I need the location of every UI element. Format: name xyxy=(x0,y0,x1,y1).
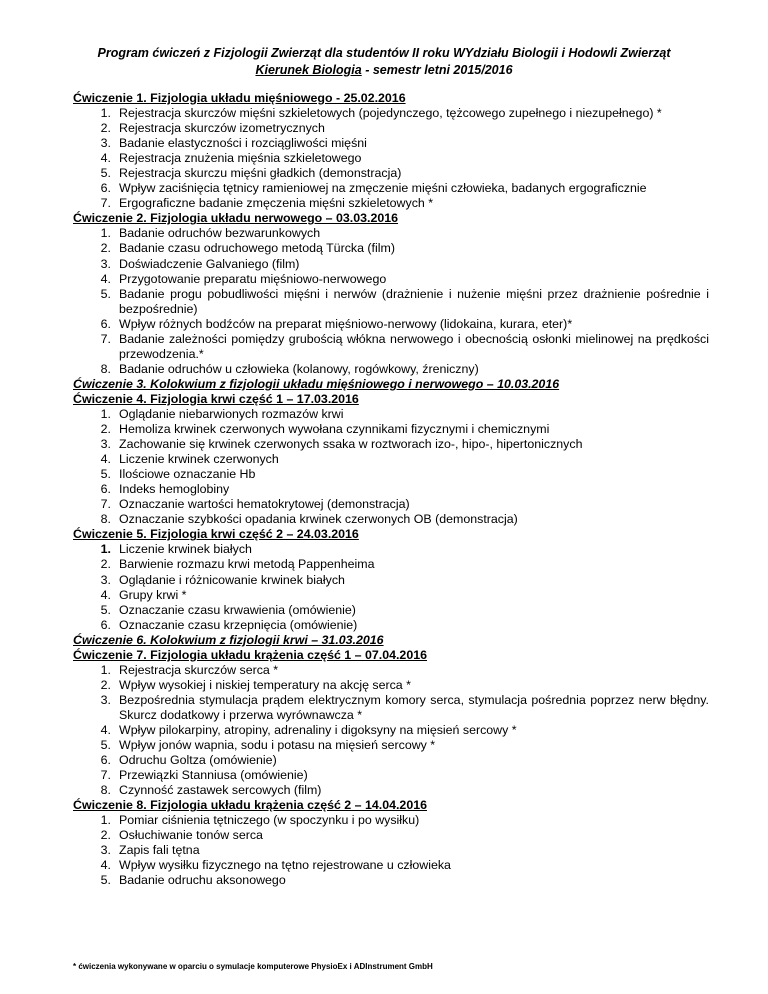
exercise-heading: Ćwiczenie 4. Fizjologia krwi część 1 – 17.03.2016 xyxy=(73,391,359,406)
list-item xyxy=(73,287,709,317)
item-number: 7. xyxy=(100,768,111,783)
item-text: Oglądanie niebarwionych rozmazów krwi xyxy=(119,406,344,421)
item-text: Przewiązki Stanniusa (omówienie) xyxy=(119,768,308,783)
list-item xyxy=(73,482,709,497)
item-text: Badanie zależności pomiędzy grubością włókna nerwowego i obecnością osłonki mielinowej na prędkości przewodzenia.* xyxy=(119,331,709,361)
item-text: Rejestracja znużenia mięśnia szkieletowego xyxy=(119,151,362,166)
list-item xyxy=(73,542,709,557)
list-item xyxy=(73,783,709,798)
document-title-line-1: Program ćwiczeń z Fizjologii Zwierząt dla studentów II roku WYdziału Biologii i Hodowli Zwierząt xyxy=(97,46,671,60)
list-item xyxy=(73,813,709,828)
list-item xyxy=(73,738,709,753)
item-text: Badanie progu pobudliwości mięśni i nerwów (drażnienie i nużenie mięśni przez drażnienie pośrednie i bezpośrednie) xyxy=(119,286,709,316)
item-text: Wpływ wysiłku fizycznego na tętno rejestrowane u człowieka xyxy=(119,858,451,873)
list-item xyxy=(73,753,709,768)
item-number: 3. xyxy=(100,572,111,587)
exercise-heading: Ćwiczenie 7. Fizjologia układu krążenia część 1 – 07.04.2016 xyxy=(73,647,427,662)
item-number: 1. xyxy=(100,662,111,677)
list-item xyxy=(73,332,709,362)
item-number: 1. xyxy=(100,406,111,421)
list-item xyxy=(73,858,709,873)
item-number: 6. xyxy=(100,753,111,768)
list-item xyxy=(73,603,709,618)
item-text: Zachowanie się krwinek czerwonych ssaka w roztworach izo-, hipo-, hipertonicznych xyxy=(119,437,583,452)
item-text: Badanie odruchów bezwarunkowych xyxy=(119,226,321,241)
item-text: Liczenie krwinek czerwonych xyxy=(119,452,279,467)
exercise-heading: Ćwiczenie 5. Fizjologia krwi część 2 – 24.03.2016 xyxy=(73,527,359,542)
item-text: Badanie odruchu aksonowego xyxy=(119,873,286,888)
exercise-task-list xyxy=(73,542,709,632)
item-number: 5. xyxy=(100,602,111,617)
list-item xyxy=(73,467,709,482)
exercise-heading: Ćwiczenie 6. Kolokwium z fizjologii krwi – 31.03.2016 xyxy=(73,632,384,647)
list-item xyxy=(73,272,709,287)
list-item xyxy=(73,828,709,843)
list-item xyxy=(73,557,709,572)
item-text: Pomiar ciśnienia tętniczego (w spoczynku i po wysiłku) xyxy=(119,813,420,828)
item-number: 7. xyxy=(100,331,111,346)
list-item xyxy=(73,588,709,603)
item-number: 2. xyxy=(100,828,111,843)
item-number: 3. xyxy=(100,136,111,151)
list-item xyxy=(73,121,709,136)
list-item xyxy=(73,181,709,196)
item-number: 7. xyxy=(100,497,111,512)
item-number: 5. xyxy=(100,166,111,181)
list-item xyxy=(73,512,709,527)
list-item xyxy=(73,693,709,723)
item-text: Wpływ wysokiej i niskiej temperatury na akcję serca * xyxy=(119,677,411,692)
exercise-task-list xyxy=(73,813,709,888)
item-text: Barwienie rozmazu krwi metodą Pappenheima xyxy=(119,557,375,572)
item-number: 4. xyxy=(100,858,111,873)
item-text: Indeks hemoglobiny xyxy=(119,482,230,497)
item-text: Oznaczanie wartości hematokrytowej (demonstracja) xyxy=(119,497,410,512)
item-number: 6. xyxy=(100,617,111,632)
list-item xyxy=(73,151,709,166)
list-item xyxy=(73,136,709,151)
item-text: Liczenie krwinek białych xyxy=(119,542,252,557)
document-title-line-2 xyxy=(0,61,768,79)
list-item xyxy=(73,422,709,437)
item-text: Rejestracja skurczów serca * xyxy=(119,662,279,677)
list-item xyxy=(73,723,709,738)
item-number: 4. xyxy=(100,587,111,602)
item-number: 6. xyxy=(100,316,111,331)
item-number: 4. xyxy=(100,722,111,737)
list-item xyxy=(73,226,709,241)
item-text: Wpływ zaciśnięcia tętnicy ramieniowej na zmęczenie mięśni człowieka, badanych ergograficznie xyxy=(119,181,647,196)
list-item xyxy=(73,106,709,121)
exercise-heading: Ćwiczenie 3. Kolokwium z fizjologii układu mięśniowego i nerwowego – 10.03.2016 xyxy=(73,376,560,391)
item-number: 5. xyxy=(100,738,111,753)
field-of-study: Kierunek Biologia xyxy=(255,63,362,77)
item-number: 6. xyxy=(100,181,111,196)
item-text: Doświadczenie Galvaniego (film) xyxy=(119,256,300,271)
item-number: 2. xyxy=(100,422,111,437)
footnote: * ćwiczenia wykonywane w oparciu o symulacje komputerowe PhysioEx i ADInstrument GmbH xyxy=(73,962,433,971)
list-item xyxy=(73,678,709,693)
item-text: Rejestracja skurczów izometrycznych xyxy=(119,121,325,136)
item-text: Grupy krwi * xyxy=(119,587,187,602)
exercise-task-list xyxy=(73,407,709,527)
item-number: 4. xyxy=(100,151,111,166)
item-number: 6. xyxy=(100,482,111,497)
list-item xyxy=(73,873,709,888)
item-text: Rejestracja skurczów mięśni szkieletowych (pojedynczego, tężcowego zupełnego i niezupełnego) * xyxy=(119,106,662,121)
item-text: Oglądanie i różnicowanie krwinek białych xyxy=(119,572,345,587)
item-text: Wpływ pilokarpiny, atropiny, adrenaliny i digoksyny na mięsień sercowy * xyxy=(119,722,517,737)
item-text: Przygotowanie preparatu mięśniowo-nerwowego xyxy=(119,271,387,286)
item-text: Badanie czasu odruchowego metodą Türcka (film) xyxy=(119,241,395,256)
item-number: 1. xyxy=(100,813,111,828)
item-text: Odruchu Goltza (omówienie) xyxy=(119,753,277,768)
item-number: 8. xyxy=(100,512,111,527)
item-number: 5. xyxy=(100,467,111,482)
exercise-heading: Ćwiczenie 1. Fizjologia układu mięśniowego - 25.02.2016 xyxy=(73,91,406,105)
item-text: Zapis fali tętna xyxy=(119,843,200,858)
list-item xyxy=(73,573,709,588)
item-text: Czynność zastawek sercowych (film) xyxy=(119,783,322,798)
item-text: Badanie odruchów u człowieka (kolanowy, rogówkowy, źreniczny) xyxy=(119,361,479,376)
exercise-task-list xyxy=(73,663,709,798)
list-item xyxy=(73,663,709,678)
list-item xyxy=(73,768,709,783)
list-item xyxy=(73,452,709,467)
item-text: Wpływ jonów wapnia, sodu i potasu na mięsień sercowy * xyxy=(119,738,436,753)
item-text: Hemoliza krwinek czerwonych wywołana czynnikami fizycznymi i chemicznymi xyxy=(119,422,550,437)
item-text: Oznaczanie czasu krwawienia (omówienie) xyxy=(119,602,356,617)
item-number: 8. xyxy=(100,361,111,376)
list-item xyxy=(73,166,709,181)
item-number: 3. xyxy=(100,256,111,271)
list-item xyxy=(73,437,709,452)
item-number: 5. xyxy=(100,286,111,301)
item-number: 1. xyxy=(100,542,111,557)
list-item xyxy=(73,257,709,272)
list-item xyxy=(73,362,709,377)
exercise-task-list xyxy=(73,226,709,376)
exercise-task-list xyxy=(73,106,709,211)
item-text: Oznaczanie szybkości opadania krwinek czerwonych OB (demonstracja) xyxy=(119,512,518,527)
semester: - semestr letni 2015/2016 xyxy=(361,63,513,77)
item-number: 1. xyxy=(100,106,111,121)
item-text: Oznaczanie czasu krzepnięcia (omówienie) xyxy=(119,617,358,632)
item-number: 5. xyxy=(100,873,111,888)
item-text: Ilościowe oznaczanie Hb xyxy=(119,467,256,482)
exercise-program xyxy=(73,91,709,888)
list-item xyxy=(73,196,709,211)
item-number: 4. xyxy=(100,271,111,286)
item-number: 1. xyxy=(100,226,111,241)
item-number: 7. xyxy=(100,196,111,211)
item-number: 8. xyxy=(100,783,111,798)
list-item xyxy=(73,497,709,512)
item-text: Bezpośrednia stymulacja prądem elektrycznym komory serca, stymulacja pośrednia poprzez nerw błędny. Skurcz dodatkowy i przerwa wyrównawcza * xyxy=(119,692,709,722)
exercise-heading: Ćwiczenie 2. Fizjologia układu nerwowego – 03.03.2016 xyxy=(73,211,399,226)
item-text: Badanie elastyczności i rozciągliwości mięśni xyxy=(119,136,367,151)
item-number: 2. xyxy=(100,121,111,136)
item-text: Ergograficzne badanie zmęczenia mięśni szkieletowych * xyxy=(119,196,434,211)
list-item xyxy=(73,241,709,256)
item-number: 2. xyxy=(100,677,111,692)
exercise-heading: Ćwiczenie 8. Fizjologia układu krążenia część 2 – 14.04.2016 xyxy=(73,798,427,813)
item-number: 2. xyxy=(100,557,111,572)
item-number: 2. xyxy=(100,241,111,256)
item-text: Rejestracja skurczu mięśni gładkich (demonstracja) xyxy=(119,166,402,181)
item-number: 3. xyxy=(100,437,111,452)
list-item xyxy=(73,843,709,858)
list-item xyxy=(73,317,709,332)
item-number: 4. xyxy=(100,452,111,467)
list-item xyxy=(73,618,709,633)
list-item xyxy=(73,407,709,422)
item-text: Wpływ różnych bodźców na preparat mięśniowo-nerwowy (lidokaina, kurara, eter)* xyxy=(119,316,573,331)
item-number: 3. xyxy=(100,843,111,858)
item-number: 3. xyxy=(100,692,111,707)
item-text: Osłuchiwanie tonów serca xyxy=(119,828,263,843)
